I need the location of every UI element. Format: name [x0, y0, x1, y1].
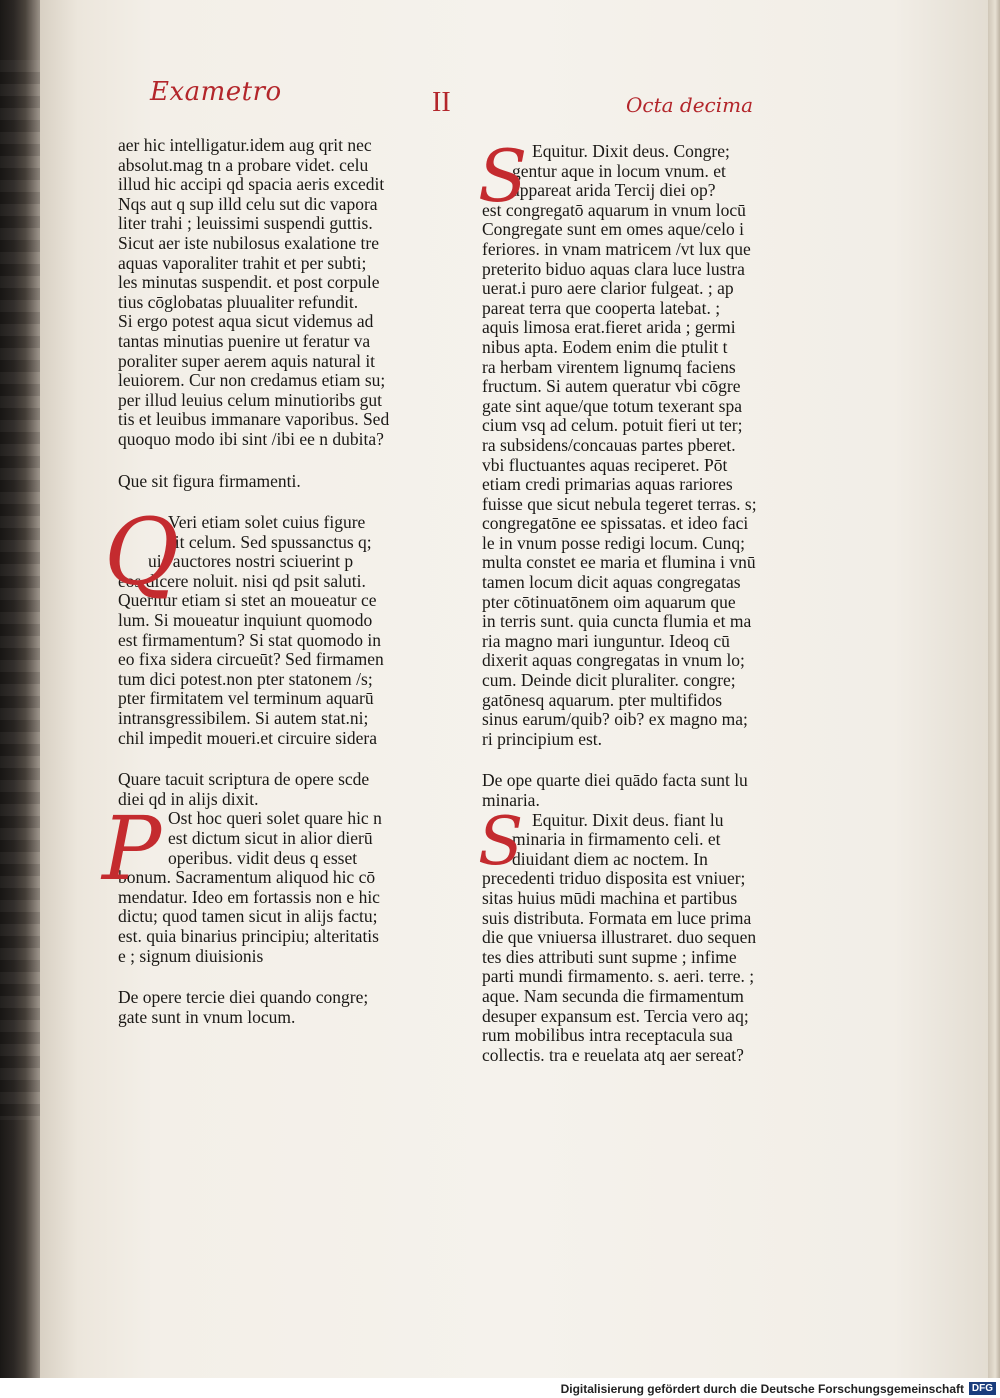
text-line: mendatur. Ideo em fortassis non e hic	[118, 886, 380, 907]
text-line: minaria in firmamento celi. et	[512, 829, 721, 850]
text-line: gentur aque in locum vnum. et	[512, 160, 726, 181]
text-line: poraliter super aerem aquis natural it	[118, 350, 376, 371]
text-line: Congregate sunt em omes aque/celo i	[482, 219, 744, 240]
text-line: Queritur etiam si stet an moueatur ce	[118, 590, 377, 611]
text-line: illud hic accipi qd spacia aeris excedit	[118, 174, 385, 195]
section-heading: De opere tercie diei quando congre;	[118, 987, 369, 1008]
text-line: in terris sunt. quia cuncta flumia et ma	[482, 611, 752, 632]
text-line: tius cōglobatas pluualiter refundit.	[118, 291, 359, 312]
text-line: cium vsq ad celum. potuit fieri ut ter;	[482, 415, 743, 436]
text-line: les minutas suspendit. et post corpule	[118, 272, 380, 293]
text-line: eo fixa sidera circueūt? Sed firmamen	[118, 649, 384, 670]
text-line: vbi fluctuantes aquas reciperet. Pōt	[482, 454, 728, 475]
funding-credit: Digitalisierung gefördert durch die Deutsche Forschungsgemeinschaft	[560, 1382, 964, 1396]
text-line: le in vnum posse redigi locum. Cunq;	[482, 532, 745, 553]
text-line: Ost hoc queri solet quare hic n	[168, 808, 382, 829]
text-line: tamen locum dicit aquas congregatas	[482, 572, 741, 593]
section-heading: diei qd in alijs dixit.	[118, 788, 259, 809]
section-heading: De ope quarte diei quādo facta sunt lu	[482, 770, 748, 791]
header-right: Octa decima	[626, 93, 754, 117]
dropcap-initial: Q	[104, 499, 180, 607]
text-line: congregatōne ee spissatas. et ideo faci	[482, 513, 749, 534]
text-line: Sicut aer iste nubilosus exalatione tre	[118, 232, 379, 253]
left-paragraph-2	[104, 499, 408, 748]
text-line: feriores. in vnam matricem /vt lux que	[482, 238, 751, 259]
text-line: ra herbam virentem lignumq faciens	[482, 356, 736, 377]
text-line: multa constet ee maria et flumina i vnū	[482, 552, 756, 573]
dropcap-initial: S	[478, 802, 524, 880]
text-line: diuidant diem ac noctem. In	[512, 848, 708, 869]
text-line: e ; signum diuisionis	[118, 945, 264, 966]
text-line: preterito biduo aquas clara luce lustra	[482, 258, 745, 279]
text-line: ri principium est.	[482, 728, 603, 749]
text-line: fuisse que sicut nebula tegeret terras. s;	[482, 493, 757, 514]
text-line: intransgressibilem. Si autem stat.ni;	[118, 708, 369, 729]
text-line: est firmamentum? Si stat quomodo in	[118, 629, 381, 650]
text-line: tis et leuibus immanare vaporibus. Sed	[118, 409, 390, 430]
text-line: suis distributa. Formata em luce prima	[482, 907, 752, 928]
text-line: precedenti triduo disposita est vniuer;	[482, 868, 746, 889]
text-line: aer hic intelligatur.idem aug qrit nec	[118, 135, 372, 155]
right-paragraph-2	[478, 802, 772, 1066]
text-line: Equitur. Dixit deus. fiant lu	[532, 809, 724, 830]
text-line: appareat arida Tercij diei op?	[512, 180, 716, 201]
left-column	[102, 135, 408, 1027]
section-heading: minaria.	[482, 790, 540, 810]
text-line: operibus. vidit deus q esset	[168, 847, 358, 868]
text-line: quoquo modo ibi sint /ibi ee n dubita?	[118, 428, 384, 449]
right-paragraph-1	[478, 134, 772, 749]
dropcap-initial: S	[478, 134, 528, 218]
text-line: est dictum sicut in alior dierū	[168, 828, 373, 848]
text-line: uis auctores nostri sciuerint p	[148, 551, 354, 572]
dfg-logo: DFG	[969, 1382, 996, 1395]
left-paragraph-1	[118, 136, 408, 450]
text-line: per illud leuius celum minutioribs gut	[118, 389, 382, 410]
text-line: tes dies attributi sunt supme ; infime	[482, 946, 737, 967]
text-line: leuiorem. Cur non credamus etiam su;	[118, 370, 386, 391]
header-folio-number: II	[432, 87, 451, 118]
text-line: uerat.i puro aere clarior fulgeat. ; ap	[482, 278, 734, 299]
dropcap-initial: P	[102, 797, 162, 901]
text-line: Nqs aut q sup illd celu sut dic vapora	[118, 193, 378, 214]
text-line: fructum. Si autem queratur vbi cōgre	[482, 376, 741, 397]
section-heading: Quare tacuit scriptura de opere scde	[118, 769, 370, 790]
header-left: Exametro	[150, 77, 282, 107]
text-line: sitas huius mūdi machina et partibus	[482, 887, 738, 908]
text-line: Si ergo potest aqua sicut videmus ad	[118, 311, 374, 332]
text-line: aquas vaporaliter trahit et per subti;	[118, 252, 367, 273]
text-line: pareat terra que cooperta latebat. ;	[482, 297, 721, 318]
text-line: lum. Si moueatur inquiunt quomodo	[118, 610, 373, 631]
text-line: bonum. Sacramentum aliquod hic cō	[118, 867, 376, 888]
section-heading-block	[118, 988, 408, 1027]
text-line: gate sint aque/que totum texerant spa	[482, 395, 742, 416]
text-line: sit celum. Sed spussanctus q;	[168, 531, 372, 552]
text-line: est. quia binarius principiu; alteritatis	[118, 925, 379, 946]
text-line: dixerit aquas congregatas in vnum lo;	[482, 650, 745, 671]
section-heading: gate sunt in vnum locum.	[118, 1006, 296, 1027]
text-line: absolut.mag tn a probare videt. celu	[118, 154, 369, 175]
text-line: est congregatō aquarum in vnum locū	[482, 199, 746, 220]
text-line: sinus earum/quib? oib? ex magno ma;	[482, 709, 748, 730]
right-column	[478, 134, 772, 1065]
text-line: liter trahi ; leuissimi suspendi guttis.	[118, 213, 373, 234]
text-line: Veri etiam solet cuius figure	[168, 512, 366, 533]
text-line: etiam credi primarias aquas rariores	[482, 474, 733, 495]
text-line: ria magno mari iunguntur. Ideoq cū	[482, 630, 730, 651]
text-line: tantas minutias puenire ut feratur va	[118, 330, 371, 351]
text-line: die que vniuersa illustraret. duo sequen	[482, 927, 757, 948]
text-line: ra subsidens/concauas partes pberet.	[482, 434, 736, 455]
footer-bar	[0, 1378, 1000, 1398]
text-line: rum mobilibus intra receptacula sua	[482, 1025, 733, 1046]
text-line: aquis limosa erat.fieret arida ; germi	[482, 317, 736, 338]
previous-page-edge	[0, 60, 40, 1120]
text-line: eos dicere noluit. nisi qd psit saluti.	[118, 570, 366, 591]
section-heading-block	[482, 771, 772, 810]
text-line: dictu; quod tamen sicut in alijs factu;	[118, 906, 378, 927]
text-line: chil impedit moueri.et circuire sidera	[118, 727, 377, 748]
text-line: Equitur. Dixit deus. Congre;	[532, 141, 730, 161]
text-line: pter firmitatem vel terminum aquarū	[118, 688, 374, 709]
text-line: nibus apta. Eodem enim die ptulit t	[482, 336, 728, 357]
running-header	[0, 55, 1000, 135]
text-line: parti mundi firmamento. s. aeri. terre. ;	[482, 966, 755, 987]
text-line: cum. Deinde dicit pluraliter. congre;	[482, 670, 736, 691]
page-fore-edge	[988, 0, 1000, 1398]
text-line: gatōnesq aquarum. pter multifidos	[482, 689, 723, 710]
section-heading: Que sit figura firmamenti.	[118, 470, 301, 491]
text-line: desuper expansum est. Tercia vero aq;	[482, 1005, 749, 1026]
section-heading-block	[118, 770, 408, 809]
text-line: collectis. tra e reuelata atq aer sereat?	[482, 1044, 744, 1065]
text-line: pter cōtinuatōnem oim aquarum que	[482, 591, 736, 612]
text-line: tum dici potest.non pter statonem /s;	[118, 668, 373, 689]
text-line: aque. Nam secunda die firmamentum	[482, 985, 744, 1006]
